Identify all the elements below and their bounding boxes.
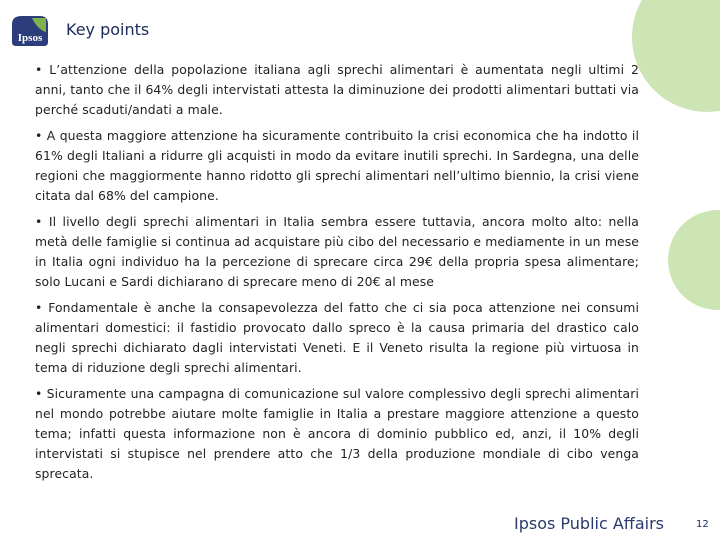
ipsos-logo (10, 14, 50, 48)
bullet-point: • Il livello degli sprechi alimentari in Italia sembra essere tuttavia, ancora molto alto: nella metà delle famiglie si continua ad acquistare più cibo del necessario e mediamente in un mese in Italia ogni individuo ha la percezione di sprecare circa 29€ della propria spesa alimentare; solo Lucani e Sardi dichiarano di sprecare meno di 20€ al mese (35, 214, 639, 289)
page-number: 12 (696, 519, 709, 530)
key-points-list (35, 60, 639, 490)
bullet-point: • Sicuramente una campagna di comunicazione sul valore complessivo degli sprechi alimentari nel mondo potrebbe aiutare molte famiglie in Italia a prestare maggiore attenzione a questo tema; infatti questa informazione non è ancora di dominio pubblico ed, anzi, il 10% degli intervistati si stupisce nel prendere atto che 1/3 della produzione mondiale di cibo venga sprecata. (35, 386, 639, 481)
bullet-point: • Fondamentale è anche la consapevolezza del fatto che ci sia poca attenzione nei consumi alimentari domestici: il fastidio provocato dallo spreco è la causa primaria del drastico calo negli sprechi dichiarato dagli intervistati Veneti. E il Veneto risulta la regione più virtuosa in tema di riduzione degli sprechi alimentari. (35, 300, 639, 375)
bullet-point: • L’attenzione della popolazione italiana agli sprechi alimentari è aumentata negli ultimi 2 anni, tanto che il 64% degli intervistati attesta la diminuzione dei prodotti alimentari buttati via perché scaduti/andati a male. (35, 62, 639, 117)
bullet-point: • A questa maggiore attenzione ha sicuramente contribuito la crisi economica che ha indotto il 61% degli Italiani a ridurre gli acquisti in modo da evitare inutili sprechi. In Sardegna, una delle regioni che maggiormente hanno ridotto gli sprechi alimentari nell’ultimo biennio, la crisi viene citata dal 68% del campione. (35, 128, 639, 203)
decorative-circle-top-right (632, 0, 720, 112)
decorative-circle-right (668, 210, 720, 310)
page-title: Key points (66, 20, 150, 39)
svg-text:Ipsos: Ipsos (17, 32, 43, 44)
footer-brand: Ipsos Public Affairs (514, 514, 664, 533)
